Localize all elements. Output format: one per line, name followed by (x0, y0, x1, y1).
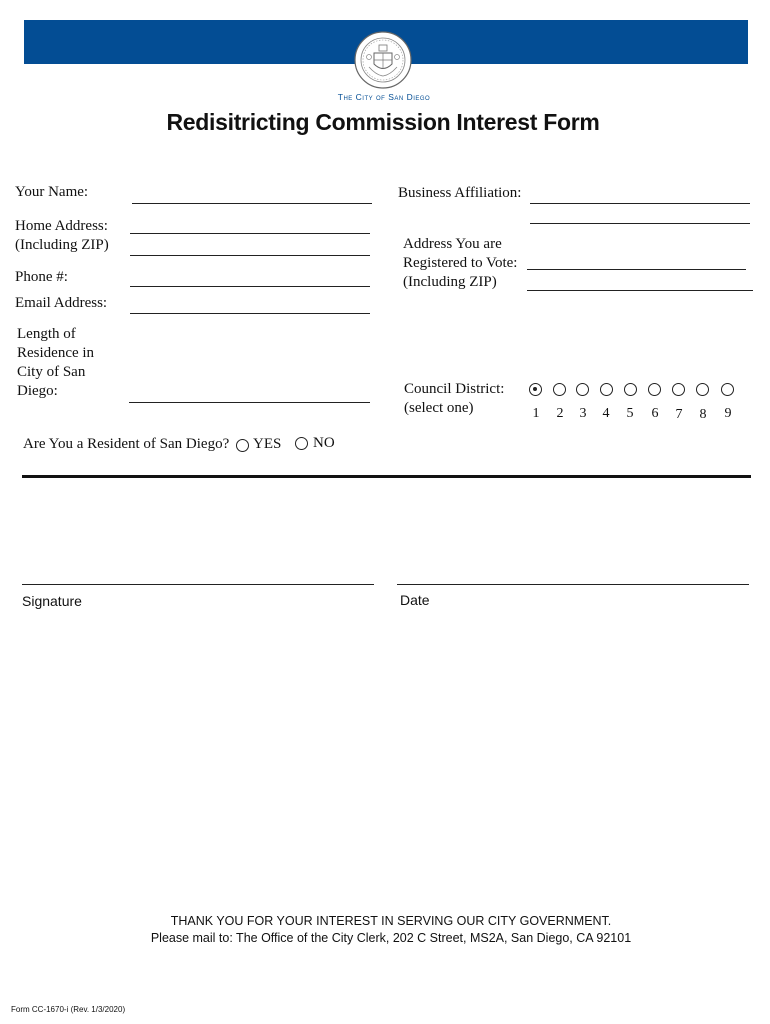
home-address-line-2 (130, 255, 370, 256)
registered-address-line-2 (527, 290, 753, 291)
city-name: The City of San Diego (337, 92, 431, 102)
district-number-5: 5 (626, 406, 634, 421)
registered-address-line-1 (527, 269, 746, 270)
email-line (130, 313, 370, 314)
district-number-9: 9 (724, 406, 732, 421)
business-affiliation-field-1[interactable] (530, 186, 750, 202)
signature-line (22, 584, 374, 585)
mailing-address-text: Please mail to: The Office of the City Clerk, 202 C Street, MS2A, San Diego, CA 92101 (150, 931, 632, 945)
district-number-7: 7 (675, 407, 683, 422)
date-label: Date (400, 592, 430, 608)
home-address-label-line1: Home Address: (15, 218, 108, 234)
district-number-8: 8 (699, 407, 707, 422)
home-address-line-1 (130, 233, 370, 234)
city-seal-icon (354, 31, 412, 89)
business-affiliation-line-2 (530, 223, 750, 224)
home-address-field-1[interactable] (130, 216, 370, 232)
district-radio-4[interactable] (600, 383, 613, 396)
your-name-label: Your Name: (15, 184, 89, 200)
district-radio-6[interactable] (648, 383, 661, 396)
resident-yes-radio[interactable] (236, 439, 249, 452)
registered-address-label-line3: (Including ZIP) (403, 274, 497, 290)
district-radio-1[interactable] (529, 383, 542, 396)
phone-line (130, 286, 370, 287)
council-district-label-line1: Council District: (404, 381, 505, 397)
business-affiliation-line-1 (530, 203, 750, 204)
district-radio-9[interactable] (721, 383, 734, 396)
home-address-label-line2: (Including ZIP) (15, 237, 109, 253)
signature-field[interactable] (22, 566, 374, 582)
registered-address-field-2[interactable] (527, 273, 753, 289)
resident-yes-label: YES (253, 436, 282, 452)
registered-address-field-1[interactable] (527, 252, 746, 268)
date-field[interactable] (397, 566, 749, 582)
phone-field[interactable] (130, 269, 370, 285)
email-field[interactable] (130, 296, 370, 312)
district-radio-5[interactable] (624, 383, 637, 396)
resident-no-label: NO (313, 435, 335, 451)
length-residence-label-line1: Length of (17, 326, 76, 342)
phone-label: Phone #: (15, 269, 68, 285)
registered-address-label-line2: Registered to Vote: (403, 255, 518, 271)
resident-question: Are You a Resident of San Diego? (23, 436, 230, 452)
district-radio-7[interactable] (672, 383, 685, 396)
business-affiliation-label: Business Affiliation: (398, 185, 522, 201)
business-affiliation-field-2[interactable] (530, 206, 750, 222)
length-residence-line (129, 402, 370, 403)
thank-you-text: THANK YOU FOR YOUR INTEREST IN SERVING OUR CITY GOVERNMENT. (170, 914, 612, 928)
district-number-2: 2 (556, 406, 564, 421)
district-number-4: 4 (602, 406, 610, 421)
your-name-field[interactable] (132, 186, 372, 202)
email-label: Email Address: (15, 295, 108, 311)
district-number-6: 6 (651, 406, 659, 421)
section-divider (22, 475, 751, 478)
length-residence-label-line4: Diego: (17, 383, 58, 399)
district-radio-8[interactable] (696, 383, 709, 396)
length-residence-label-line3: City of San (17, 364, 86, 380)
form-id-text: Form CC-1670-i (Rev. 1/3/2020) (11, 1005, 126, 1014)
district-radio-3[interactable] (576, 383, 589, 396)
length-residence-field[interactable] (129, 385, 370, 401)
signature-label: Signature (22, 593, 82, 609)
your-name-line (132, 203, 372, 204)
date-line (397, 584, 749, 585)
district-number-1: 1 (532, 406, 540, 421)
registered-address-label-line1: Address You are (403, 236, 502, 252)
home-address-field-2[interactable] (130, 238, 370, 254)
council-district-label-line2: (select one) (404, 400, 474, 416)
district-radio-2[interactable] (553, 383, 566, 396)
page-title: Redisitricting Commission Interest Form (166, 109, 600, 135)
length-residence-label-line2: Residence in (17, 345, 95, 361)
district-number-3: 3 (579, 406, 587, 421)
resident-no-radio[interactable] (295, 437, 308, 450)
